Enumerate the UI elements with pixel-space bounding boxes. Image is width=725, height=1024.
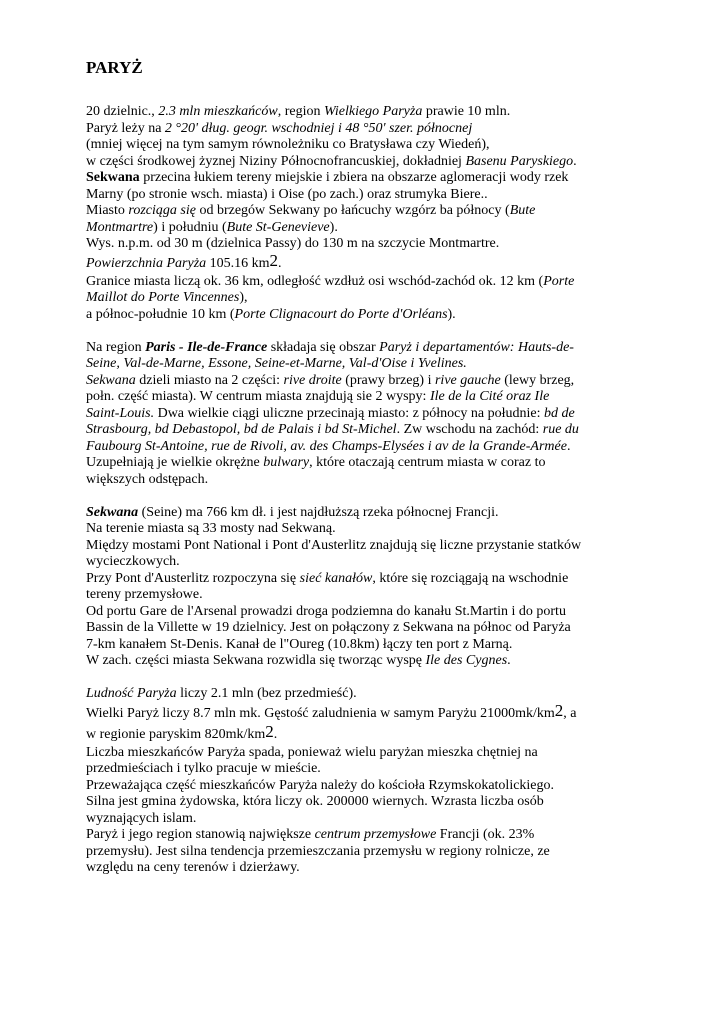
- text-run: (lewy brzeg,: [500, 372, 575, 388]
- superscript: 2: [269, 250, 279, 270]
- text-run: Paryż i jego region stanowią największe: [86, 827, 315, 842]
- text-run: Granice miasta liczą ok. 36 km, odległość wzdłuż osi wschód-zachód ok. 12 km (: [86, 273, 544, 289]
- text-run: Maillot do Porte Vincennes: [86, 290, 240, 305]
- text-run: Paryż leży na: [86, 120, 165, 136]
- text-line: [86, 290, 686, 307]
- text-run: W zach. części miasta Sekwana rozwidla się tworząc wyspę: [86, 653, 426, 668]
- text-line: [86, 274, 686, 291]
- text-line: [86, 187, 686, 204]
- text-run: Wys. n.p.m. od 30 m (dzielnica Passy) do 130 m na szczycie Montmartre.: [86, 236, 500, 251]
- text-run: bulwary: [263, 455, 310, 470]
- text-run: Silna jest gmina żydowska, która liczy ok. 200000 wiernych. Wzrasta liczba osób: [86, 794, 544, 809]
- text-line: [86, 860, 686, 877]
- text-run: Bute St-Genevieve: [226, 219, 330, 235]
- text-line: [86, 686, 686, 703]
- text-run: .: [507, 653, 511, 668]
- text-run: rozciąga się: [128, 203, 196, 218]
- text-run: składaja się obszar: [267, 339, 380, 355]
- text-run: Paryż i departamentów: Hauts-de-: [379, 339, 574, 355]
- text-run: , które otaczają centrum miasta w coraz to: [309, 455, 546, 470]
- text-run: .: [273, 726, 278, 742]
- text-line: [86, 761, 686, 778]
- text-line: [86, 745, 686, 762]
- text-run: Francji (ok. 23%: [436, 827, 535, 842]
- text-run: w regionie paryskim 820mk/km: [86, 726, 266, 742]
- text-line: [86, 137, 686, 154]
- text-run: Sekwana: [86, 504, 139, 520]
- text-run: .: [573, 153, 577, 169]
- paragraph: [86, 104, 686, 323]
- document-title: PARYŻ: [86, 58, 143, 77]
- text-run: od brzegów Sekwany po łańcuchy wzgórz ba północy (: [195, 203, 510, 218]
- text-run: Strasbourg, bd Debastopol, bd de Palais i bd St-Michel: [86, 422, 397, 437]
- text-run: Na region: [86, 339, 146, 355]
- text-run: (prawy brzeg) i: [341, 372, 435, 388]
- text-run: Przy Pont d'Austerlitz rozpoczyna się: [86, 570, 300, 586]
- text-line: [86, 250, 686, 274]
- text-run: Od portu Gare de l'Arsenal prowadzi droga podziemna do kanału St.Martin i do portu: [86, 603, 566, 619]
- text-run: Marny (po stronie wsch. miasta) i Oise (po zach.) oraz strumyka Biere..: [86, 186, 488, 202]
- text-run: Wielkiego Paryża: [323, 104, 423, 119]
- text-run: rue du: [542, 422, 579, 437]
- text-run: rive droite: [283, 372, 342, 388]
- text-run: Basenu Paryskiego: [465, 153, 574, 169]
- text-run: .: [566, 438, 571, 454]
- text-run: Saint-Louis.: [86, 405, 155, 421]
- text-line: [86, 236, 686, 253]
- text-line: [86, 422, 686, 439]
- text-run: Seine, Val-de-Marne, Essone, Seine-et-Marne, Val-d'Oise i Yvelines.: [86, 356, 467, 371]
- text-run: Bassin de la Villette w 19 dzielnicy. Jest on połączony z Sekwana na północ od Paryża: [86, 620, 571, 635]
- text-run: . Zw wschodu na zachód:: [396, 422, 543, 437]
- text-run: Uzupełniają je wielkie okrężne: [86, 455, 264, 470]
- text-run: Na terenie miasta są 33 mosty nad Sekwaną.: [86, 521, 336, 536]
- text-line: [86, 170, 686, 187]
- text-run: w części środkowej żyznej Niziny Północnofrancuskiej, dokładniej: [86, 153, 466, 169]
- text-run: Dwa wielkie ciągi uliczne przecinają miasto: z północy na południe:: [154, 405, 544, 421]
- text-line: [86, 637, 686, 654]
- text-run: liczy 2.1 mln (bez przedmieść).: [176, 686, 357, 701]
- text-line: [86, 307, 686, 324]
- text-line: [86, 700, 686, 724]
- text-line: [86, 604, 686, 621]
- text-run: , a: [563, 705, 577, 721]
- text-run: Miasto: [86, 203, 129, 218]
- text-run: przemysłu). Jest silna tendencja przemieszczania przemysłu w regiony rolnicze, ze: [86, 843, 550, 859]
- text-run: Bute: [509, 203, 536, 218]
- text-run: , region: [277, 104, 324, 119]
- superscript: 2: [554, 700, 564, 720]
- text-line: [86, 121, 686, 138]
- text-run: Przeważająca część mieszkańców Paryża należy do kościoła Rzymskokatolickiego.: [86, 777, 555, 793]
- text-run: (mniej więcej na tym samym równoleżniku co Bratysława czy Wiedeń),: [86, 137, 490, 152]
- paragraph: [86, 686, 686, 877]
- text-line: [86, 811, 686, 828]
- text-run: a północ-południe 10 km (: [86, 306, 235, 322]
- text-line: [86, 827, 686, 844]
- text-run: rive gauche: [434, 372, 501, 388]
- text-run: bd de: [544, 405, 575, 421]
- text-line: [86, 104, 686, 121]
- text-run: Liczba mieszkańców Paryża spada, ponieważ wielu paryżan mieszka chętniej na: [86, 744, 538, 760]
- text-line: [86, 554, 686, 571]
- text-run: 105.16 km: [206, 255, 270, 271]
- text-line: [86, 844, 686, 861]
- text-run: połn. część miasta). W centrum miasta znajdują sie 2 wyspy:: [86, 389, 430, 404]
- text-run: przecina łukiem tereny miejskie i zbiera na obszarze aglomeracji wody rzek: [139, 170, 569, 185]
- text-run: ).: [447, 306, 456, 322]
- text-run: 7-km kanałem St-Denis. Kanał de l"Oureg (10.8km) łączy ten port z Marną.: [86, 636, 513, 652]
- text-run: Powierzchnia Paryża: [86, 255, 207, 271]
- text-line: [86, 203, 686, 220]
- text-run: Między mostami Pont National i Pont d'Austerlitz znajdują się liczne przystanie statków: [86, 537, 582, 553]
- text-line: [86, 538, 686, 555]
- text-run: wycieczkowych.: [86, 554, 180, 569]
- text-run: wyznających islam.: [86, 810, 197, 826]
- text-line: [86, 356, 686, 373]
- text-run: , które się rozciągają na wschodnie: [372, 570, 569, 586]
- text-line: [86, 620, 686, 637]
- text-line: [86, 521, 686, 538]
- text-run: tereny przemysłowe.: [86, 587, 203, 602]
- text-run: większych odstępach.: [86, 471, 209, 487]
- text-line: [86, 406, 686, 423]
- text-run: Sekwana: [86, 372, 136, 388]
- text-run: Paris - Ile-de-France: [145, 339, 268, 355]
- text-line: [86, 373, 686, 390]
- text-run: dzieli miasto na 2 części:: [135, 372, 284, 388]
- superscript: 2: [265, 721, 274, 741]
- document-body: [86, 104, 686, 877]
- text-run: Faubourg St-Antoine, rue de Rivoli, av. des Champs-Elysées i av de la Grande-Armée: [86, 438, 567, 454]
- text-run: (Seine) ma 766 km dł. i jest najdłuższą rzeka północnej Francji.: [138, 504, 499, 520]
- paragraph: [86, 505, 686, 670]
- text-line: [86, 439, 686, 456]
- text-line: [86, 389, 686, 406]
- text-run: Montmartre: [86, 219, 154, 235]
- text-line: [86, 653, 686, 670]
- text-run: prawie 10 mln.: [422, 104, 511, 119]
- text-run: względu na ceny terenów i dzierżawy.: [86, 860, 300, 875]
- paragraph: [86, 340, 686, 489]
- text-line: [86, 472, 686, 489]
- text-run: Porte Clignacourt do Porte d'Orléans: [234, 306, 448, 322]
- text-line: [86, 721, 686, 745]
- text-line: [86, 340, 686, 357]
- text-run: Ile des Cygnes: [425, 653, 508, 668]
- text-run: 2.3 mln mieszkańców: [158, 104, 278, 119]
- text-run: Ile de la Cité oraz Ile: [429, 389, 550, 404]
- text-line: [86, 455, 686, 472]
- text-run: Porte: [543, 273, 575, 289]
- text-run: Ludność Paryża: [86, 686, 177, 701]
- text-run: sieć kanałów: [299, 570, 373, 586]
- text-run: ),: [239, 290, 248, 305]
- text-line: [86, 154, 686, 171]
- text-line: [86, 571, 686, 588]
- text-run: centrum przemysłowe: [314, 827, 437, 842]
- text-run: Sekwana: [86, 170, 140, 185]
- text-line: [86, 794, 686, 811]
- text-run: 2 °20' dług. geogr. wschodniej i 48 °50' szer. północnej: [164, 120, 473, 136]
- text-line: [86, 587, 686, 604]
- text-run: 20 dzielnic.,: [86, 104, 159, 119]
- text-run: przedmieściach i tylko pracuje w mieście.: [86, 761, 321, 776]
- text-run: .: [278, 255, 282, 271]
- text-run: ) i południu (: [153, 219, 227, 235]
- text-line: [86, 778, 686, 795]
- text-run: ).: [329, 219, 338, 235]
- text-line: [86, 220, 686, 237]
- text-run: Wielki Paryż liczy 8.7 mln mk. Gęstość zaludnienia w samym Paryżu 21000mk/km: [86, 705, 555, 721]
- document-page: [86, 58, 686, 893]
- text-line: [86, 505, 686, 522]
